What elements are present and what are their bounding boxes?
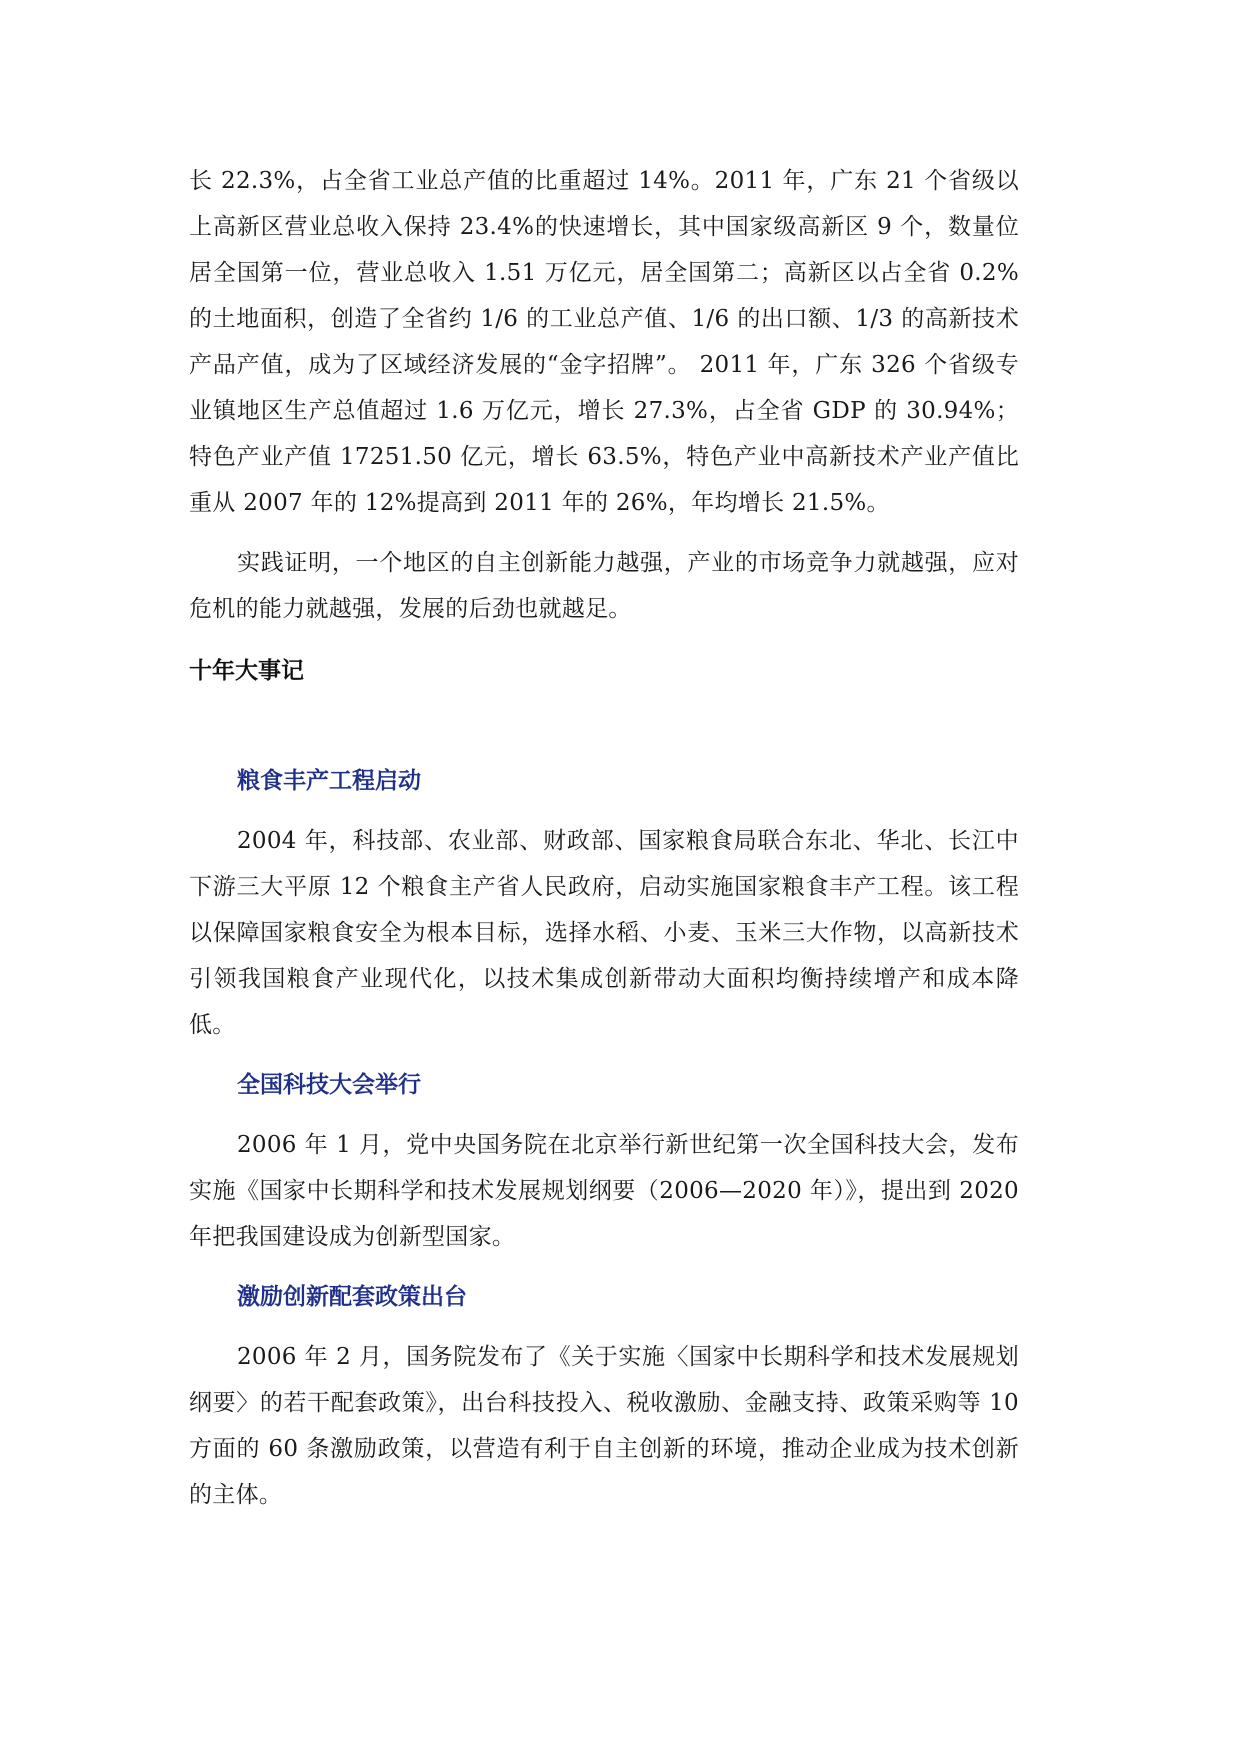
event-title: 全国科技大会举行 <box>237 1072 421 1098</box>
spacer <box>189 1320 1019 1334</box>
spacer <box>189 1048 1019 1062</box>
event-title: 粮食丰产工程启动 <box>237 768 421 794</box>
event-body: 2006 年 2 月，国务院发布了《关于实施〈国家中长期科学和技术发展规划纲要〉的若干配套政策》，出台科技投入、税收激励、金融支持、政策采购等 10 方面的 60 条激励政策，以营造有利于自主创新的环境，推动企业成为技术创新的主体。 <box>189 1344 1019 1508</box>
conclusion-paragraph: 实践证明，一个地区的自主创新能力越强，产业的市场竞争力就越强，应对危机的能力就越强，发展的后劲也就越足。 <box>189 550 1019 622</box>
spacer <box>189 1260 1019 1274</box>
spacer <box>189 804 1019 818</box>
spacer <box>189 1108 1019 1122</box>
intro-paragraph: 长 22.3%，占全省工业总产值的比重超过 14%。2011 年，广东 21 个省级以上高新区营业总收入保持 23.4%的快速增长，其中国家级高新区 9 个，数量位居全国第一位，营业总收入 1.51 万亿元，居全国第二；高新区以占全省 0.2%的土地面积，创造了全省约 1/6 的工业总产值、1/6 的出口额、1/3 的高新技术产品产值，成为了区域经济发展的“金字招牌”。 2011 年，广东 326 个省级专业镇地区生产总值超过 1.6 万亿元，增长 27.3%，占全省 GDP 的 30.94%；特色产业产值 17251.50 亿元，增长 63.5%，特色产业中高新技术产业产值比重从 2007 年的 12%提高到 2011 年的 26%，年均增长 21.5%。 <box>189 168 1019 516</box>
spacer <box>189 526 1019 540</box>
event-body: 2004 年，科技部、农业部、财政部、国家粮食局联合东北、华北、长江中下游三大平原 12 个粮食主产省人民政府，启动实施国家粮食丰产工程。该工程以保障国家粮食安全为根本目标，选择水稻、小麦、玉米三大作物，以高新技术引领我国粮食产业现代化，以技术集成创新带动大面积均衡持续增产和成本降低。 <box>189 828 1019 1038</box>
document-content <box>189 158 1019 1518</box>
spacer <box>189 632 1019 648</box>
event-title: 激励创新配套政策出台 <box>237 1284 467 1310</box>
event-body: 2006 年 1 月，党中央国务院在北京举行新世纪第一次全国科技大会，发布实施《国家中长期科学和技术发展规划纲要（2006—2020 年）》，提出到 2020 年把我国建设成为创新型国家。 <box>189 1132 1019 1250</box>
event-item <box>189 1062 1019 1260</box>
event-item <box>189 1274 1019 1518</box>
event-item <box>189 758 1019 1048</box>
spacer <box>189 694 1019 758</box>
section-title: 十年大事记 <box>189 658 304 684</box>
